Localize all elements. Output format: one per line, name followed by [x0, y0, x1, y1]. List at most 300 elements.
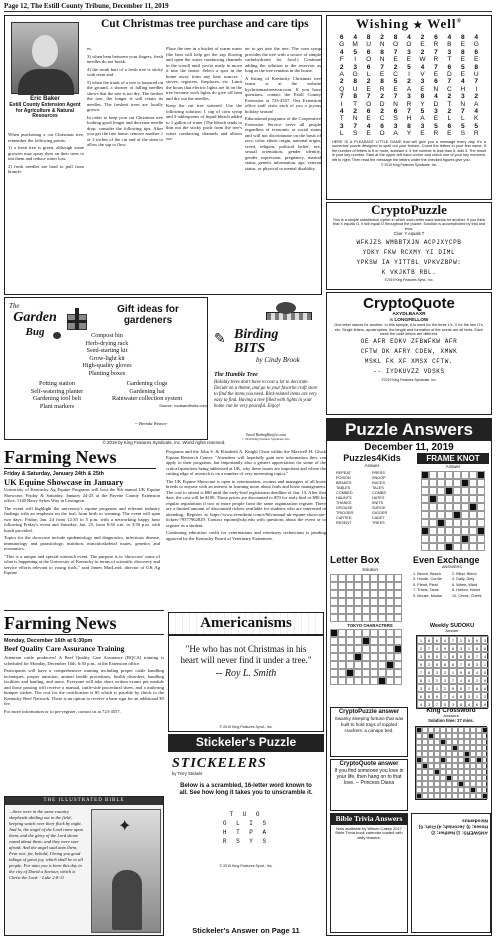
garden-item: Planting boxes	[88, 369, 126, 377]
sudoku-cell: 6	[433, 636, 441, 644]
frame-knot-cell	[477, 503, 485, 511]
sudoku-cell: 1	[473, 692, 481, 700]
wishing-well-copyright: © 2019 King Features Syndicate, Inc.	[380, 163, 438, 168]
frame-knot-cell	[437, 479, 445, 487]
foreign-characters-cell	[346, 669, 354, 677]
even-exchange-list	[413, 572, 491, 599]
even-exchange-item: 9. Mouse, Moose	[413, 593, 443, 598]
puzzles4kids-word: COMBED	[336, 491, 353, 496]
puzzles4kids-word: CADET	[372, 516, 385, 521]
bible-title: THE ILLUSTRATED BIBLE	[5, 797, 163, 805]
frame-knot-cell	[429, 519, 437, 527]
illustrated-bible	[4, 796, 164, 936]
even-exchange-item: 6. Warm, Ward	[452, 582, 478, 587]
cq-answer-2	[330, 759, 408, 811]
even-exchange	[413, 555, 491, 623]
wishing-number: 3	[434, 108, 438, 115]
letter-box-cell	[386, 582, 394, 590]
wishing-letter: B	[447, 41, 452, 49]
wishing-number: 2	[474, 93, 479, 101]
wishing-letter: N	[379, 56, 385, 64]
letter-box-cell	[330, 606, 338, 614]
sudoku-cell: 7	[425, 644, 433, 652]
frame-knot-cell	[477, 519, 485, 527]
frame-knot-cell	[445, 527, 453, 535]
garden-title: Gift ideas for gardeners	[117, 304, 179, 326]
author-photo	[11, 22, 79, 94]
wishing-number: 3	[407, 48, 411, 56]
farming2-body	[4, 655, 164, 793]
sudoku-cell: 3	[481, 636, 489, 644]
wishing-letter: N	[379, 41, 385, 49]
garden-item: High-quality gloves	[82, 362, 132, 370]
sudoku-cell: 2	[441, 668, 449, 676]
wishing-number: 7	[407, 108, 411, 115]
americanisms-copyright: © 2019 King Features Synd., Inc.	[219, 724, 273, 729]
letter-box-cell	[386, 606, 394, 614]
sudoku-cell: 9	[481, 676, 489, 684]
author-byline	[8, 96, 82, 120]
wishing-letter: R	[473, 130, 479, 138]
well-word: Well	[427, 16, 457, 31]
frame-knot-cell	[437, 519, 445, 527]
frame-knot-cell	[421, 487, 429, 495]
birding-subtitle: The Humble Tree	[214, 372, 258, 378]
wishing-letter: E	[393, 56, 398, 64]
foreign-characters-cell	[378, 637, 386, 645]
sudoku-cell: 1	[481, 660, 489, 668]
king-crossword-grid	[415, 726, 487, 800]
foreign-characters-cell	[378, 645, 386, 653]
wishing-number: 2	[339, 63, 344, 71]
wishing-letter: A	[339, 70, 344, 78]
sudoku-cell: 9	[417, 660, 425, 668]
tree-col1-paragraph: 1) a fresh tree is green, although some growers may spray dyes on their trees to tint them and reduce water loss.	[8, 145, 84, 161]
wishing-number: 2	[393, 63, 398, 71]
trademark-icon: ®	[456, 18, 462, 25]
wishing-letter: E	[420, 41, 425, 49]
wishing-number: 4	[353, 33, 358, 41]
sudoku-cell: 2	[441, 684, 449, 692]
sudoku-cell: 4	[457, 676, 465, 684]
foreign-characters-cell	[370, 653, 378, 661]
letter-box-cell	[370, 582, 378, 590]
frame-knot-cell	[421, 535, 429, 543]
page-header	[4, 2, 492, 12]
frame-knot-cell	[445, 535, 453, 543]
wishing-number: 5	[407, 63, 411, 71]
frame-knot-cell	[429, 527, 437, 535]
foreign-characters-cell	[362, 661, 370, 669]
foreign-characters-cell	[338, 645, 346, 653]
wishing-number: 4	[474, 33, 479, 41]
puzzles4kids-word: SURGE	[372, 506, 386, 511]
answers-date: December 11, 2019	[364, 441, 454, 453]
wishing-number: 3	[339, 122, 344, 130]
letter-box-cell	[338, 590, 346, 598]
foreign-characters-cell	[354, 653, 362, 661]
letter-box-cell	[346, 574, 354, 582]
king-crossword-title: King Crossword	[426, 707, 476, 714]
wishing-number: 4	[339, 108, 344, 115]
frame-knot-cell	[437, 503, 445, 511]
cq-answer-2-text: If you find someone you love in your life, then hang on to that love. -- Princess Diana	[334, 767, 404, 787]
letter-box-cell	[330, 590, 338, 598]
wishing-number: 3	[353, 63, 358, 71]
frame-knot-cell	[469, 495, 477, 503]
sudoku-cell: 3	[417, 652, 425, 660]
wishing-well-grid	[335, 34, 483, 138]
wishing-number: 2	[353, 108, 358, 115]
cryptoquote-desc: One letter stands for another. In this sample, A is used for the three L's, X for the two O's, etc. Single letters, apostrophes, the length and formation of the words are all hints. Each week the code letters are different.	[334, 323, 484, 336]
foreign-characters-cell	[386, 629, 394, 637]
wishing-letter: U	[352, 85, 358, 93]
sudoku-cell: 3	[449, 700, 457, 708]
shepherd-figure	[112, 870, 142, 930]
wishing-number: 8	[474, 63, 479, 71]
sudoku-cell: 4	[433, 644, 441, 652]
letter-box-cell	[338, 606, 346, 614]
wishing-number: 6	[434, 33, 438, 41]
wishing-number: 6	[474, 48, 479, 56]
foreign-characters-cell	[378, 669, 386, 677]
author-shirt	[18, 69, 74, 95]
puzzles4kids-words	[330, 469, 414, 528]
wishing-number: 8	[366, 33, 371, 41]
wishing-letter: O	[406, 41, 412, 49]
frame-knot-cell	[429, 479, 437, 487]
wishing-letter: G	[352, 70, 358, 78]
birding-title	[212, 328, 322, 364]
wishing-number: 5	[460, 63, 465, 71]
cryptopuzzle-line: K VKJKTB RBL.	[381, 268, 437, 276]
puzzles4kids-word: RESENT	[336, 521, 352, 526]
wishing-number: 5	[353, 48, 358, 56]
wishing-number: 2	[366, 78, 371, 86]
foreign-characters-cell	[346, 653, 354, 661]
sudoku-cell: 9	[449, 684, 457, 692]
farming-news-2	[4, 610, 164, 794]
cryptoquote-line: -- IYDKUVZZ VDSKS	[373, 368, 445, 376]
wishing-letter: Q	[339, 85, 345, 93]
sudoku-cell: 6	[465, 676, 473, 684]
letter-box-cell	[330, 598, 338, 606]
cryptoquote-answer-word: LONGFELLOW	[394, 317, 429, 323]
puzzles4kids	[330, 453, 414, 553]
foreign-characters-cell	[330, 629, 338, 637]
puzzles4kids-word: RACES	[372, 481, 386, 486]
frame-knot-cell	[453, 479, 461, 487]
frame-knot-answer-label: Answer	[445, 464, 461, 470]
wishing-number: 8	[420, 93, 425, 101]
garden-item: Plant markers	[39, 402, 75, 410]
frame-knot-cell	[421, 519, 429, 527]
wishing-number: 2	[420, 33, 425, 41]
foreign-characters-cell	[330, 661, 338, 669]
foreign-characters-cell	[386, 645, 394, 653]
foreign-characters-cell	[362, 629, 370, 637]
wishing-number: 4	[434, 93, 438, 101]
sudoku-cell: 4	[449, 692, 457, 700]
tree-article-title: Cut Christmas tree purchase and care tips	[101, 18, 309, 30]
wishing-number: 4	[474, 108, 479, 115]
letter-box-sub: Solution	[362, 566, 378, 572]
frame-knot-cell	[453, 487, 461, 495]
wishing-letter: T	[447, 100, 452, 108]
letter-box-cell	[362, 614, 370, 622]
sudoku-cell: 7	[433, 700, 441, 708]
garden-item: Gardening hat	[129, 387, 165, 395]
frame-knot-cell	[461, 495, 469, 503]
letter-box-cell	[378, 574, 386, 582]
garden-right-list	[105, 380, 189, 403]
sudoku-cell: 8	[457, 692, 465, 700]
wishing-number: 8	[380, 48, 384, 56]
cryptoquote-is: is	[389, 317, 393, 323]
foreign-characters-cell	[394, 645, 402, 653]
foreign-characters-cell	[394, 629, 402, 637]
wishing-number: 3	[420, 78, 425, 86]
puzzles4kids-word: BRAKES	[336, 481, 352, 486]
wishing-number: 2	[447, 93, 452, 101]
sudoku-cell: 8	[481, 644, 489, 652]
foreign-characters-cell	[362, 653, 370, 661]
wishing-letter: R	[379, 85, 385, 93]
even-exchange-item: 4. Daily, Dirty	[452, 577, 475, 582]
wishing-letter: A	[393, 130, 398, 138]
tree-col2-paragraph: In order to keep your cut Christmas tree looking good longer and decrease needle drop, consider the following tips. After you get the tree home, remove another 1 or 2 inches of the cut end of the stem to allow the sap to flow.	[87, 114, 163, 147]
sudoku-cell: 3	[441, 676, 449, 684]
foreign-characters-cell	[378, 661, 386, 669]
foreign-characters-cell	[370, 669, 378, 677]
sudoku-cell: 9	[473, 636, 481, 644]
foreign-characters-cell	[346, 677, 354, 685]
sudoku-cell: 8	[465, 660, 473, 668]
foreign-characters-cell	[338, 653, 346, 661]
page-header-text: Page 12, The Estill County Tribune, December 11, 2019	[4, 2, 169, 10]
foreign-characters-cell	[386, 653, 394, 661]
wishing-number: 6	[366, 48, 371, 56]
sudoku-cell: 6	[481, 684, 489, 692]
puzzles4kids-word: PRESS	[372, 471, 385, 476]
farming1-headline: UK Equine Showcase in January	[4, 476, 124, 487]
letter-box-cell	[354, 574, 362, 582]
frame-knot-cell	[437, 543, 445, 551]
frame-knot-cell	[421, 479, 429, 487]
sudoku-cell: 1	[425, 676, 433, 684]
wishing-number: 2	[380, 33, 384, 41]
stickelers-row: R S Y S	[222, 837, 270, 845]
letter-box-cell	[354, 614, 362, 622]
letter-box-cell	[346, 598, 354, 606]
frame-knot-cell	[429, 495, 437, 503]
wishing-number: 5	[420, 108, 425, 115]
frame-knot-cell	[429, 487, 437, 495]
wishing-number: 7	[339, 93, 344, 101]
frame-knot-cell	[469, 511, 477, 519]
letter-box-cell	[362, 590, 370, 598]
frame-knot-cell	[469, 527, 477, 535]
wishing-number: 7	[434, 63, 438, 71]
wishing-letter: S	[460, 130, 465, 138]
sudoku-cell: 7	[449, 676, 457, 684]
frame-knot-cell	[461, 519, 469, 527]
wishing-letter: U	[366, 41, 372, 49]
puzzles4kids-word: POISON	[336, 476, 351, 481]
even-exchange-title: Even Exchange	[413, 555, 480, 565]
sudoku-cell: 8	[473, 684, 481, 692]
farming1-col-1	[4, 487, 160, 605]
farming1-col2-paragraph: Continuing education credit for veterinarians and veterinary technicians is pending approval by the Kentucky Board of Veterinary Examiners.	[166, 530, 326, 541]
birding-copyright: © 2019 King Features Syndicate, Inc.	[241, 437, 291, 441]
wishing-number: 5	[434, 122, 438, 130]
foreign-characters-cell	[394, 653, 402, 661]
wishing-letter: D	[446, 70, 452, 78]
foreign-characters-cell	[362, 645, 370, 653]
sudoku-cell: 8	[441, 660, 449, 668]
puzzles4kids-word: GIGGER	[372, 511, 388, 516]
puzzles4kids-word: THANKS	[336, 501, 352, 506]
wishing-letter: R	[406, 100, 412, 108]
letter-box-cell	[354, 598, 362, 606]
wishing-well-title	[327, 17, 491, 32]
foreign-characters-cell	[362, 669, 370, 677]
frame-knot-cell	[421, 503, 429, 511]
tree-col-3	[166, 46, 242, 292]
sudoku-cell: 7	[417, 668, 425, 676]
foreign-characters-cell	[346, 661, 354, 669]
sudoku-cell: 7	[465, 684, 473, 692]
foreign-characters-cell	[354, 661, 362, 669]
farming1-col1-paragraph: The event will highlight the university's equine programs and relevant industry findings with an emphasis on the foal, from birth to weaning. The event will span two days: Friday, Jan. 24 from 12:30 to 5 p.m. with a networking happy hour following Friday's event and Saturday, Jan. 25, from 8:30 a.m. to 3:30 p.m. with lunch provided.	[4, 505, 160, 533]
birding-email[interactable]: Email BirdingBits@cs.com	[246, 433, 286, 437]
wishing-number: 7	[393, 93, 398, 101]
frame-knot-cell	[445, 495, 453, 503]
wishing-number: 8	[393, 33, 398, 41]
cq-answer-1	[330, 707, 408, 757]
americanisms	[168, 612, 324, 732]
farming1-col1-paragraph: "This is a unique and special outreach event. The purpose is to 'showcase' some of what is happening at the University of Kentucky in terms of scientific discovery and service efforts relevant to young foals," said James MacLeod, director of UK Ag Equine	[4, 553, 160, 575]
sudoku-cell: 5	[433, 660, 441, 668]
letter-box-cell	[378, 582, 386, 590]
frame-knot-cell	[461, 487, 469, 495]
bible-trivia-note: Now available by Wilson Casey 2017 Bible Trivia book calendar loaded with daily teasers.	[335, 825, 403, 840]
letter-box-cell	[330, 574, 338, 582]
foreign-characters-cell	[330, 637, 338, 645]
foreign-characters-cell	[386, 637, 394, 645]
sudoku-cell: 1	[465, 644, 473, 652]
wishing-letter: O	[379, 130, 385, 138]
cryptoquote-example-code: AXYDLBAAXR	[392, 312, 426, 318]
star-icon: ★	[413, 20, 424, 31]
stickelers-answer-note: Stickeler's Answer on Page 11	[192, 926, 300, 936]
wishing-letter: U	[473, 70, 479, 78]
letter-box-cell	[370, 590, 378, 598]
birding-body: Holiday trees don't have to cost a lot to decorate. Decide on a theme, and go to your favorite craft store to find the items you need. Bird-related items are very easy to find. Having a tree filled with lights in your home can be very peaceful. Enjoy!	[214, 380, 318, 409]
cryptoquote-copyright: ©2019 King Features Syndicate, Inc.	[381, 377, 437, 382]
even-exchange-item: 2. Blind, Blend	[452, 571, 477, 576]
garden-item: Potting station	[39, 380, 75, 387]
wishing-letter: A	[474, 100, 479, 108]
wishing-number: 4	[460, 78, 465, 86]
foreign-characters-cell	[394, 661, 402, 669]
wishing-letter: R	[433, 56, 439, 64]
farming2-headline: Beef Quality Care Assurance Training	[4, 643, 125, 653]
wishing-letter: G	[339, 41, 345, 49]
wishing-letter: R	[433, 41, 439, 49]
wishing-well-instructions: HERE IS A PLEASANT LITTLE GAME that will give you a message every day. It's a numerical puzzle designed to spell out your fortune. Count the letters in your first name. If the number of letters is 6 or more, subtract 4. If the number is less than 6, add 3. The result is your key number. Start at the upper-left hand corner and check one of your key numbers, left to right. Then read the message the letters under the checked figures give you.	[332, 139, 486, 162]
sudoku-cell: 6	[449, 644, 457, 652]
cryptoquote-line: CFTW DK AFRY CDEW, XMWK	[360, 348, 458, 356]
letter-box-cell	[378, 598, 386, 606]
puzzles4kids-word: SNOOP	[372, 476, 386, 481]
cryptopuzzle-desc: This is a simple substitution cipher in which each letter used stands for another. If you think that X equals O, it will equal O throughout the puzzle. Solution is accomplished by trial and error.	[332, 217, 486, 231]
wishing-letter: E	[393, 85, 398, 93]
wishing-letter: E	[406, 56, 412, 64]
garden-item: Rainwater collection system	[111, 395, 183, 403]
wishing-letter: E	[433, 70, 439, 78]
letter-box-cell	[394, 598, 402, 606]
letter-box-cell	[378, 614, 386, 622]
tree-col2-paragraph: 3) when bent between your fingers, fresh needles do not break.	[87, 53, 163, 64]
king-crossword-sub: Answers	[443, 713, 459, 719]
tree-col4-paragraph: Educational programs of the Cooperative Extension Service serve all people regardless of economic or social status and will not discriminate on the basis of race, color, ethnic origin, national origin, creed, religion, political belief, sex, sexual orientation, gender identity, gender expression, pregnancy, marital status, genetic information, age, veteran status, or physical or mental disability.	[245, 116, 321, 171]
wishing-number: 6	[393, 108, 398, 115]
farming1-col2-paragraph: Programs and the John S. & Elizabeth A. Knight Chair within the Maxwell H. Gluck Equine Research Center. "Attendees will hopefully gain new information they can apply to their programs, but importantly also a greater appreciation for some of the critical questions being addressed at UK, why these issues are important and where the cutting edge of research is on a number of very interesting topics."	[166, 449, 326, 476]
cryptopuzzle-title: CryptoPuzzle	[371, 202, 447, 217]
frame-knot-cell	[453, 471, 461, 479]
wishing-letter: E	[460, 70, 465, 78]
frame-knot-cell	[477, 471, 485, 479]
wishing-number: 6	[434, 78, 438, 86]
wishing-number: 7	[393, 48, 398, 56]
stickelers-row: T U O	[229, 810, 263, 818]
wishing-letter: K	[474, 115, 479, 123]
frame-knot-cell	[477, 487, 485, 495]
foreign-characters-cell	[338, 677, 346, 685]
wishing-letter: N	[433, 85, 439, 93]
cq-answer-2-title: CryptoQuote answer	[339, 761, 399, 767]
puzzle-answers	[326, 418, 492, 936]
foreign-characters-cell	[354, 669, 362, 677]
frame-knot-cell	[469, 487, 477, 495]
wishing-number: 2	[407, 78, 411, 86]
letter-box-cell	[338, 574, 346, 582]
frame-knot-cell	[461, 479, 469, 487]
wishing-letter: C	[446, 85, 452, 93]
wishing-number: 7	[353, 122, 358, 130]
sudoku-cell: 8	[457, 700, 465, 708]
wishing-letter: A	[420, 115, 425, 123]
garden-item: Grow-light kit	[89, 354, 125, 362]
letter-box-cell	[378, 606, 386, 614]
wishing-letter: E	[460, 56, 465, 64]
wishing-letter: E	[366, 130, 371, 138]
wishing-letter: O	[366, 100, 372, 108]
wishing-letter: W	[419, 56, 426, 64]
wishing-letter: C	[393, 70, 398, 78]
frame-knot-cell	[445, 471, 453, 479]
tree-col-1	[8, 132, 84, 292]
frame-knot-cell	[445, 511, 453, 519]
bible-trivia-answers-text: ANSWERS: 1) Neither; 2) Hosea; 3) Jeconiah; 4) Fish; 5) Nicodemus	[418, 817, 488, 835]
farming2-paragraph: Attention cattle producers! A Beef Quality Care Assurance (BQCA) training is scheduled for Monday, December 16th, 6:30 p.m., at the Extension office.	[4, 655, 164, 666]
wishing-number: 2	[339, 78, 344, 86]
frame-knot-cell	[445, 543, 453, 551]
sudoku-grid	[416, 635, 488, 709]
foreign-characters-cell	[370, 677, 378, 685]
frame-knot-cell	[461, 503, 469, 511]
